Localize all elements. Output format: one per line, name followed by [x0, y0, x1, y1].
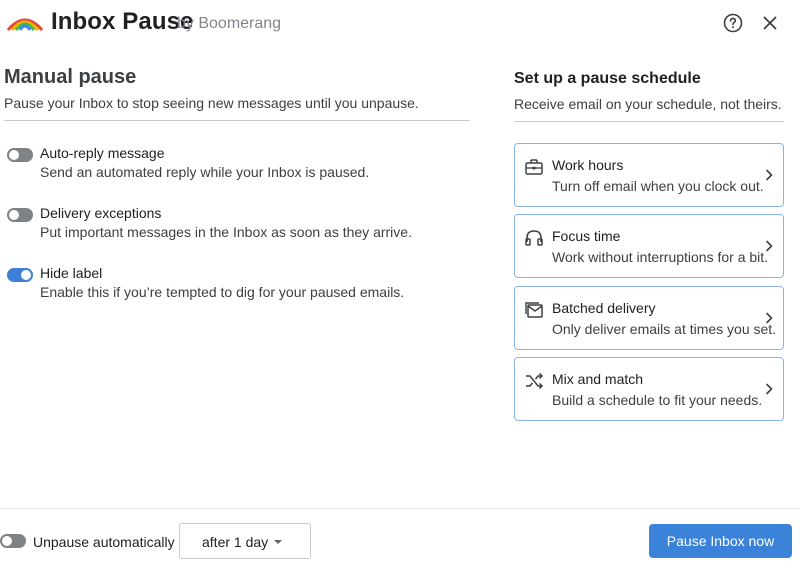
card-description: Work without interruptions for a bit.	[552, 249, 769, 265]
footer	[0, 508, 800, 571]
pause-inbox-now-button[interactable]: Pause Inbox now	[649, 524, 792, 558]
option-label: Auto-reply message	[40, 145, 165, 161]
header	[0, 0, 800, 48]
schedule-description: Receive email on your schedule, not theirs.	[514, 96, 782, 112]
app-subtitle: by Boomerang	[177, 15, 282, 32]
caret-down-icon	[274, 540, 282, 544]
delivery-exceptions-toggle[interactable]	[7, 208, 33, 222]
card-description: Only deliver emails at times you set.	[552, 321, 777, 337]
toggle-knob	[9, 210, 19, 220]
card-description: Turn off email when you clock out.	[552, 178, 764, 194]
schedule-card-batched-delivery[interactable]	[514, 286, 784, 350]
toggle-knob	[2, 536, 12, 546]
option-description: Enable this if you’re tempted to dig for your paused emails.	[40, 284, 405, 300]
headphones-icon	[524, 229, 544, 247]
help-icon[interactable]	[722, 12, 744, 34]
schedule-card-focus-time[interactable]	[514, 214, 784, 278]
card-description: Build a schedule to fit your needs.	[552, 392, 763, 408]
toggle-knob	[21, 270, 31, 280]
option-description: Send an automated reply while your Inbox is paused.	[40, 164, 370, 180]
card-title: Mix and match	[552, 371, 644, 387]
option-delivery-exceptions	[4, 205, 470, 249]
toggle-knob	[9, 150, 19, 160]
schedule-card-work-hours[interactable]	[514, 143, 784, 207]
divider	[514, 121, 784, 122]
card-title: Work hours	[552, 157, 624, 173]
close-icon[interactable]	[759, 12, 781, 34]
manual-pause-description: Pause your Inbox to stop seeing new messages until you unpause.	[4, 95, 419, 111]
unpause-duration-select[interactable]	[179, 523, 311, 559]
schedule-card-mix-and-match[interactable]	[514, 357, 784, 421]
card-title: Focus time	[552, 228, 621, 244]
chevron-right-icon	[765, 312, 773, 324]
select-value: after 1 day	[202, 534, 269, 550]
option-hide-label	[4, 265, 470, 309]
app-title: Inbox Pause	[51, 8, 194, 35]
option-label: Hide label	[40, 265, 103, 281]
chevron-right-icon	[765, 383, 773, 395]
unpause-automatically-toggle[interactable]	[0, 534, 26, 548]
unpause-automatically-label: Unpause automatically	[33, 534, 175, 550]
manual-pause-section	[4, 66, 470, 121]
schedule-section	[514, 70, 784, 122]
manual-pause-title: Manual pause	[4, 66, 137, 88]
chevron-right-icon	[765, 169, 773, 181]
card-title: Batched delivery	[552, 300, 656, 316]
hide-label-toggle[interactable]	[7, 268, 33, 282]
option-label: Delivery exceptions	[40, 205, 162, 221]
divider	[4, 120, 470, 121]
option-auto-reply	[4, 145, 470, 189]
option-description: Put important messages in the Inbox as soon as they arrive.	[40, 224, 412, 240]
schedule-title: Set up a pause schedule	[514, 70, 701, 87]
rainbow-logo-icon	[6, 10, 44, 32]
shuffle-icon	[524, 372, 544, 390]
chevron-right-icon	[765, 240, 773, 252]
mail-stack-icon	[524, 301, 544, 319]
briefcase-icon	[524, 158, 544, 176]
auto-reply-toggle[interactable]	[7, 148, 33, 162]
